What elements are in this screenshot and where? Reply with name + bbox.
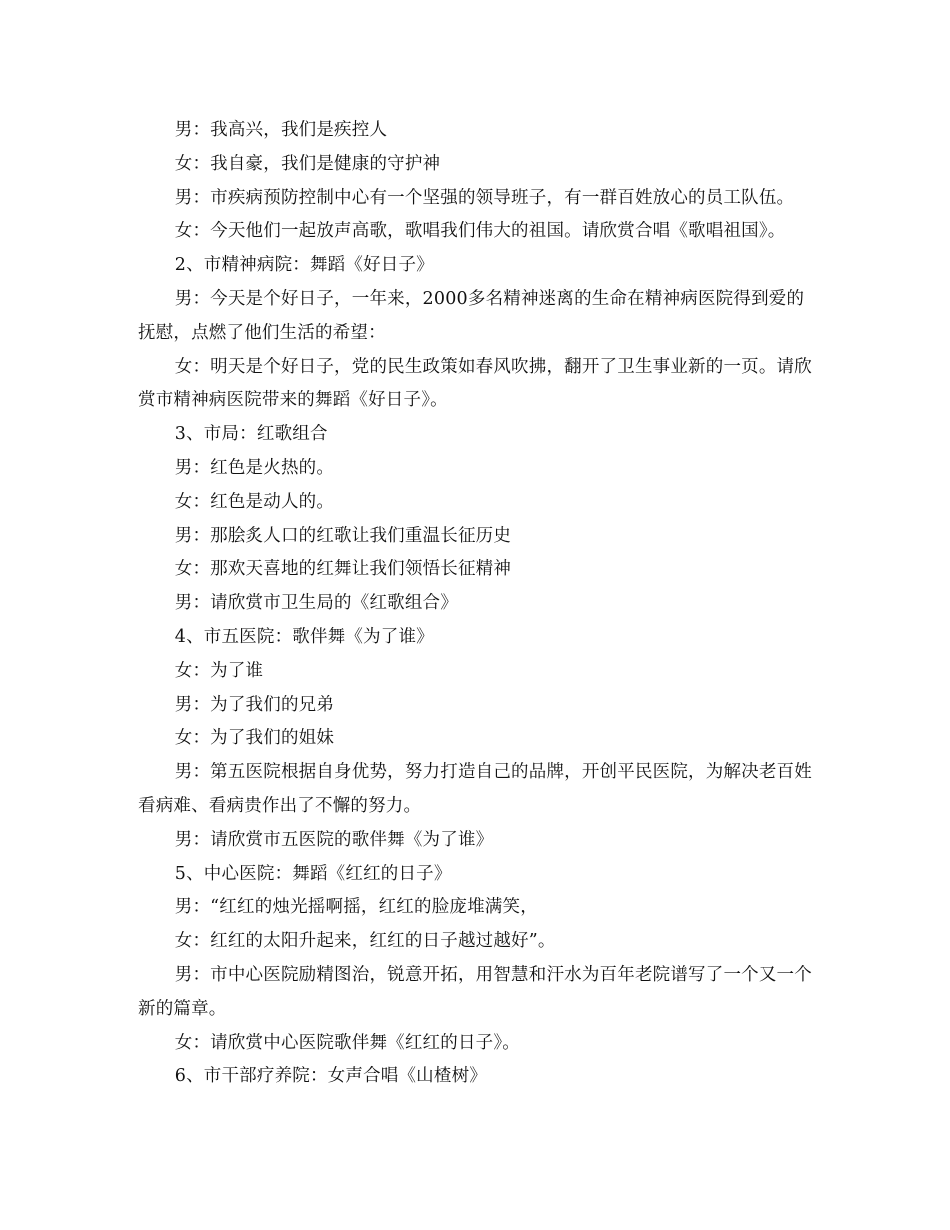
paragraph: 女：我自豪，我们是健康的守护神 xyxy=(174,153,441,174)
paragraph: 男：第五医院根据自身优势，努力打造自己的品牌，开创平民医院，为解决老百姓看病难、看病贵作出了不懈的努力。 xyxy=(138,762,812,816)
paragraph: 女：那欢天喜地的红舞让我们领悟长征精神 xyxy=(174,559,512,580)
paragraph: 男：请欣赏市卫生局的《红歌组合》 xyxy=(174,593,458,614)
section-heading: 6、市干部疗养院：女声合唱《山楂树》 xyxy=(174,1066,487,1087)
paragraph: 女：红红的太阳升起来，红红的日子越过越好”。 xyxy=(174,931,556,952)
paragraph: 女：明天是个好日子，党的民生政策如春风吹拂，翻开了卫生事业新的一页。请欣赏市精神病医院带来的舞蹈《好日子》。 xyxy=(138,356,812,411)
section-heading: 2、市精神病院：舞蹈《好日子》 xyxy=(174,255,434,276)
paragraph: 男：我高兴，我们是疾控人 xyxy=(174,120,388,140)
section-heading: 5、中心医院：舞蹈《红红的日子》 xyxy=(174,863,452,884)
section-heading: 3、市局：红歌组合 xyxy=(174,424,328,445)
paragraph: 男：市疾病预防控制中心有一个坚强的领导班子，有一群百姓放心的员工队伍。 xyxy=(174,187,795,208)
paragraph: 男：那脍炙人口的红歌让我们重温长征历史 xyxy=(174,525,512,546)
paragraph: 男：市中心医院励精图治，锐意开拓，用智慧和汗水为百年老院谱写了一个又一个新的篇章。 xyxy=(138,964,812,1019)
paragraph: 女：今天他们一起放声高歌，歌唱我们伟大的祖国。请欣赏合唱《歌唱祖国》。 xyxy=(174,221,786,242)
paragraph: 男：“红红的烛光摇啊摇，红红的脸庞堆满笑， xyxy=(174,897,538,918)
paragraph: 女：红色是动人的。 xyxy=(174,491,335,512)
paragraph: 女：请欣赏中心医院歌伴舞《红红的日子》。 xyxy=(174,1032,520,1053)
paragraph: 男：红色是火热的。 xyxy=(174,457,335,478)
paragraph: 男：请欣赏市五医院的歌伴舞《为了谁》 xyxy=(174,829,494,850)
document-body xyxy=(138,114,818,1094)
paragraph: 男：今天是个好日子，一年来，2000多名精神迷离的生命在精神病医院得到爱的抚慰，点燃了他们生活的希望： xyxy=(138,288,805,343)
section-heading: 4、市五医院：歌伴舞《为了谁》 xyxy=(174,626,434,647)
paragraph: 男：为了我们的兄弟 xyxy=(174,694,335,715)
paragraph: 女：为了我们的姐妹 xyxy=(174,728,335,749)
paragraph: 女：为了谁 xyxy=(174,660,264,681)
